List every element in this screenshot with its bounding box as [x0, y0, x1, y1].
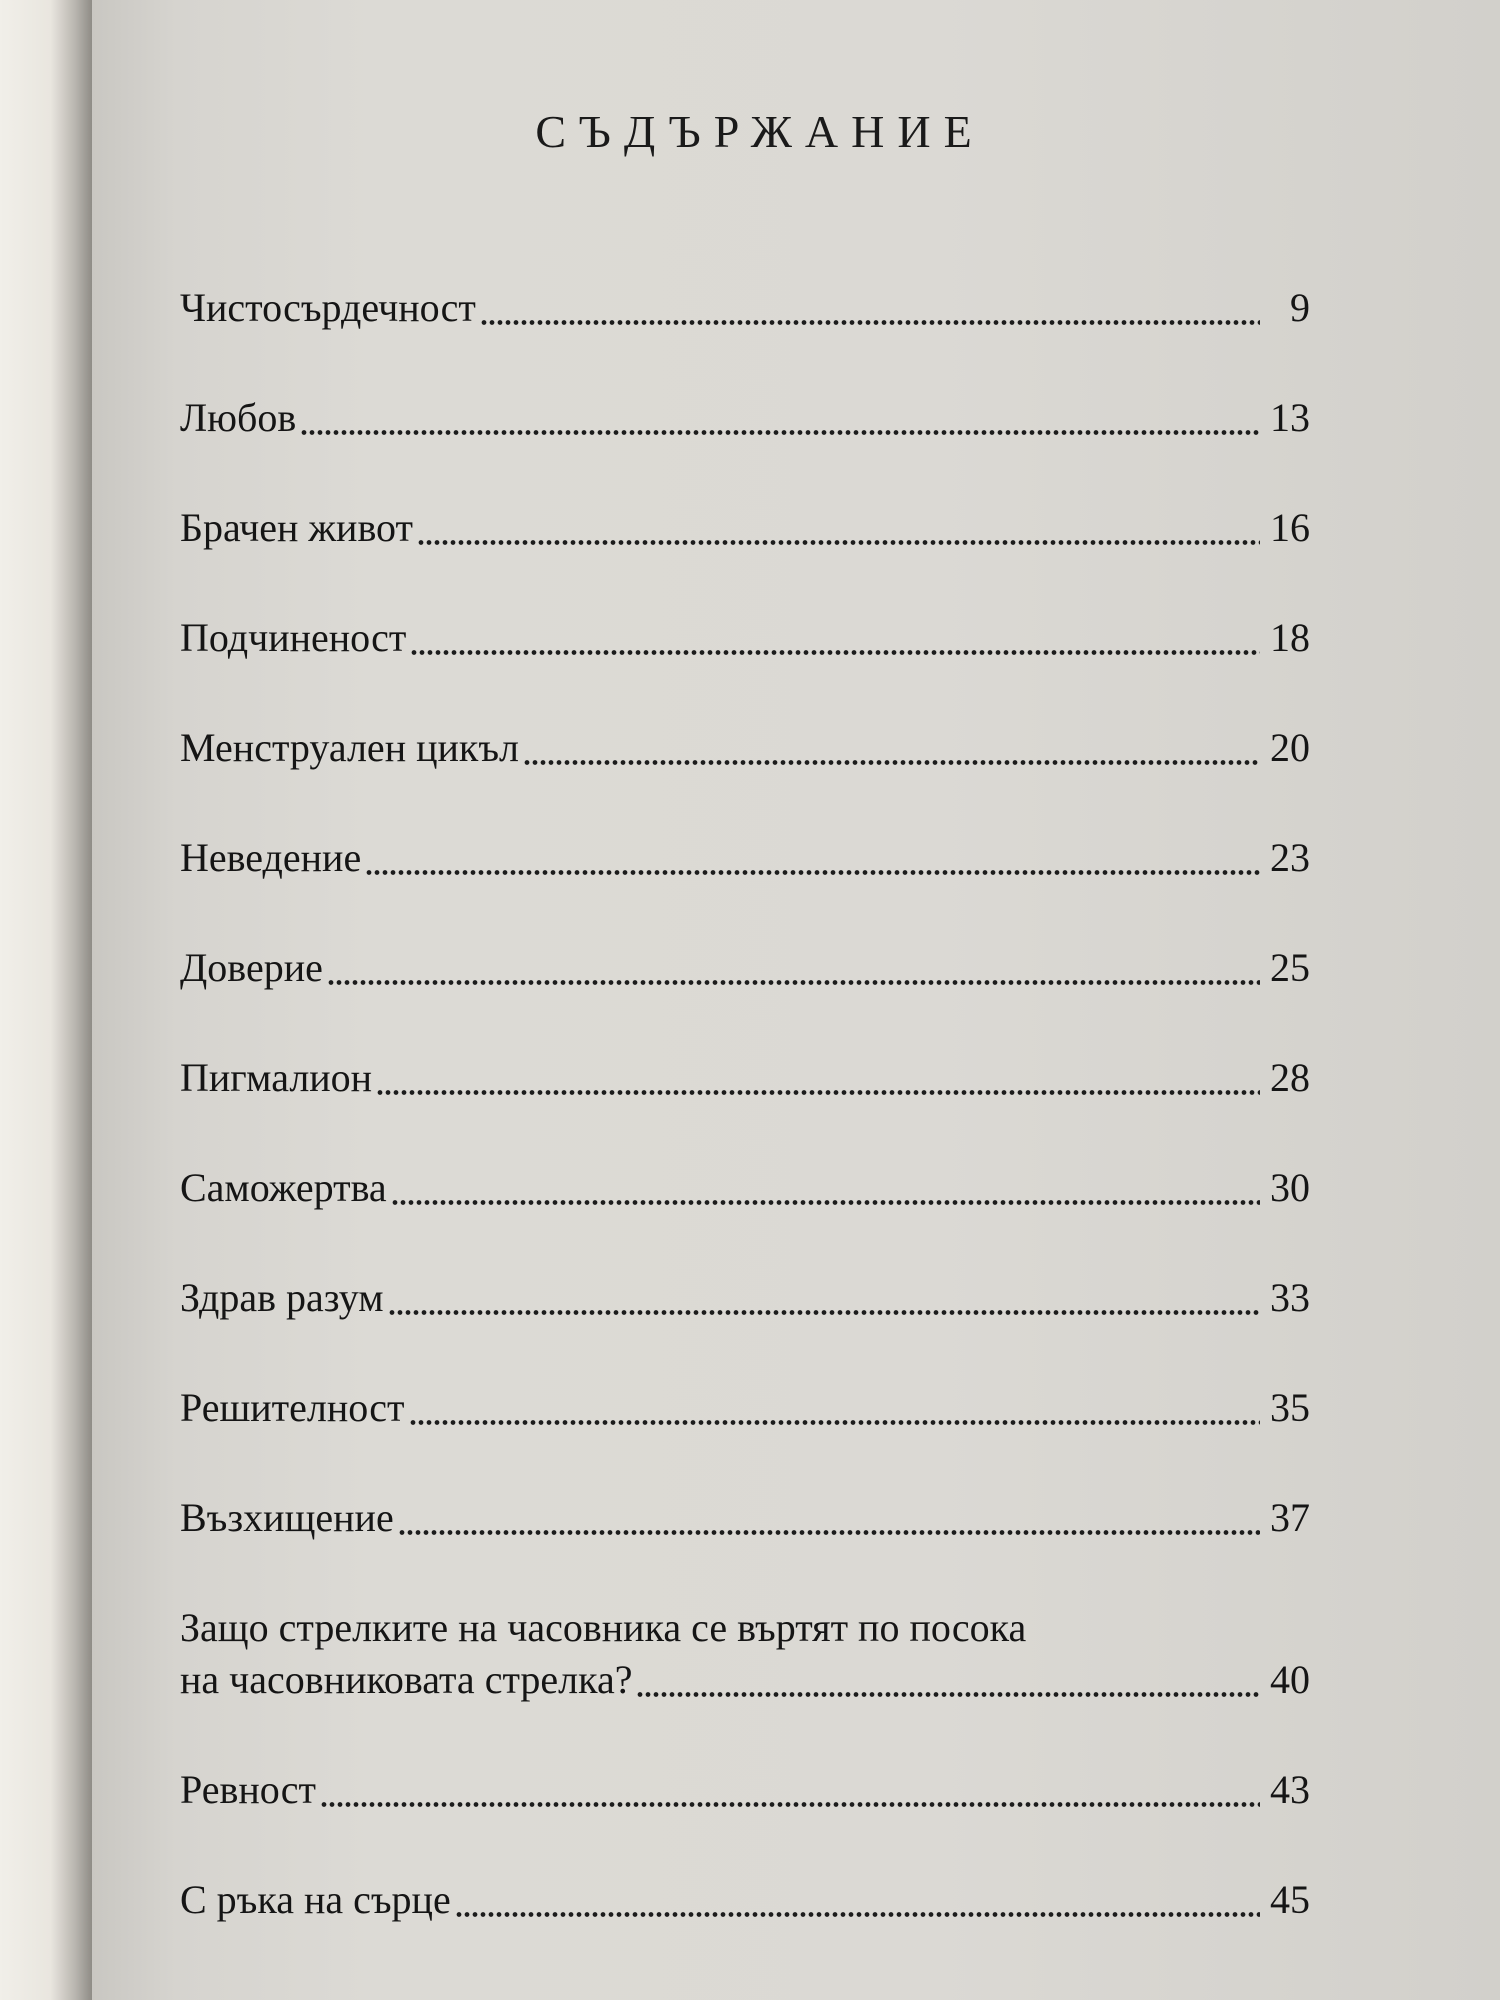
toc-entry-label: Решителност: [180, 1385, 405, 1430]
toc-entry: [180, 832, 1428, 884]
toc-entry: [180, 1272, 1428, 1324]
dot-leader: [523, 760, 1260, 765]
toc-entry: [180, 282, 1428, 334]
toc-entry-page: 30: [1270, 1165, 1310, 1210]
page-title: СЪДЪРЖАНИЕ: [535, 106, 985, 157]
toc-entry: [180, 392, 1428, 444]
toc-entry-label: Подчиненост: [180, 615, 407, 660]
toc-entry-label: Любов: [180, 395, 297, 440]
dot-leader: [300, 430, 1260, 435]
toc-entry-page: 18: [1270, 615, 1310, 660]
page-edge: [0, 0, 92, 2000]
toc-entry-label: С ръка на сърце: [180, 1877, 451, 1922]
toc-entry-label: Чистосърдечност: [180, 285, 476, 330]
toc-entry-page: 43: [1270, 1767, 1310, 1812]
dot-leader: [455, 1912, 1260, 1917]
toc-entry-page: 37: [1270, 1495, 1310, 1540]
toc-entry-page: 35: [1270, 1385, 1310, 1430]
toc-entry-page: 13: [1270, 395, 1310, 440]
toc-entry-label-line1: Защо стрелките на часовника се въртят по посока: [180, 1605, 1027, 1650]
toc-entry: [180, 1492, 1428, 1544]
toc-entry-label: Неведение: [180, 835, 362, 880]
dot-leader: [376, 1090, 1260, 1095]
toc-entry: [180, 1764, 1428, 1816]
toc-entry-label: Възхищение: [180, 1495, 394, 1540]
toc-entry-page: 40: [1270, 1657, 1310, 1702]
toc-entry-label: Пигмалион: [180, 1055, 373, 1100]
book-page: [92, 0, 1500, 2000]
dot-leader: [320, 1802, 1260, 1807]
toc-entry-page: 20: [1270, 725, 1310, 770]
toc-entry-label: на часовниковата стрелка?: [180, 1657, 633, 1702]
dot-leader: [636, 1692, 1260, 1697]
toc-entry: [180, 1162, 1428, 1214]
toc-entry-page: 9: [1290, 285, 1310, 330]
dot-leader: [398, 1530, 1260, 1535]
toc-entry: [180, 612, 1428, 664]
toc-entry-page: 33: [1270, 1275, 1310, 1320]
toc-entry: [180, 1874, 1428, 1926]
toc-entry-page: 45: [1270, 1877, 1310, 1922]
dot-leader: [410, 650, 1260, 655]
toc-entry-page: 16: [1270, 505, 1310, 550]
toc-entry-label: Здрав разум: [180, 1275, 384, 1320]
toc-entry-label: Менструален цикъл: [180, 725, 519, 770]
dot-leader: [480, 320, 1260, 325]
toc-entry-label: Саможертва: [180, 1165, 387, 1210]
toc-entry: [180, 502, 1428, 554]
toc-entry-label: Брачен живот: [180, 505, 414, 550]
toc-entry: [180, 722, 1428, 774]
toc-entry: [180, 1052, 1428, 1104]
dot-leader: [417, 540, 1260, 545]
toc-entry: [180, 1382, 1428, 1434]
toc-entry: [180, 1602, 1428, 1706]
dot-leader: [391, 1200, 1260, 1205]
toc-entry-label: Ревност: [180, 1767, 316, 1812]
toc-entry: [180, 942, 1428, 994]
dot-leader: [388, 1310, 1260, 1315]
toc-entry-label: Доверие: [180, 945, 323, 990]
toc-entry-page: 28: [1270, 1055, 1310, 1100]
dot-leader: [365, 870, 1260, 875]
toc-entry-page: 25: [1270, 945, 1310, 990]
dot-leader: [409, 1420, 1260, 1425]
dot-leader: [327, 980, 1260, 985]
toc-entry-page: 23: [1270, 835, 1310, 880]
